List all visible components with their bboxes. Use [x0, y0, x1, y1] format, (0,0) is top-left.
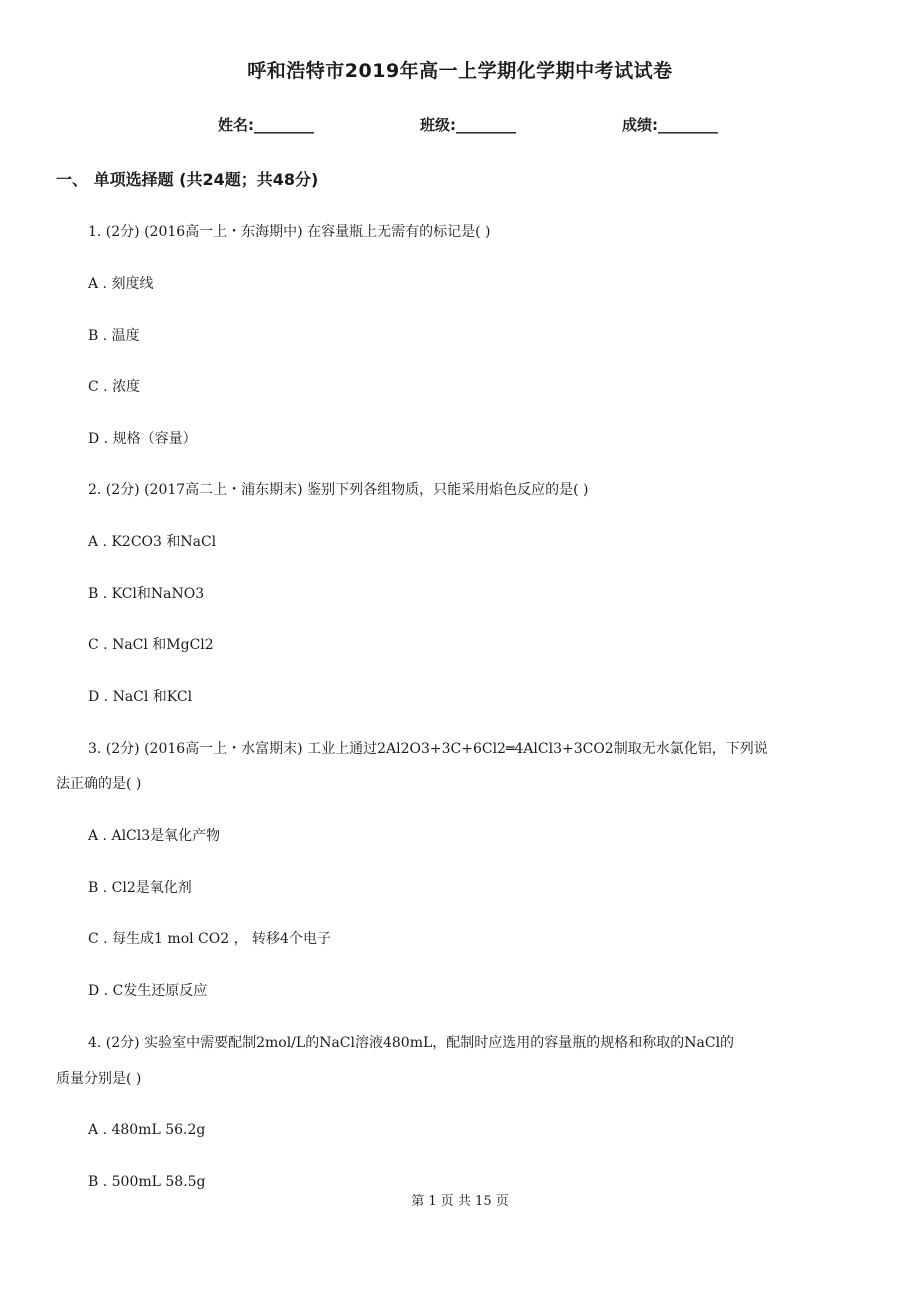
question-3-option-a: A . AlCl3是氧化产物: [88, 828, 221, 844]
question-4-option-b: B . 500mL 58.5g: [88, 1174, 206, 1190]
question-3-stem-continued: 法正确的是( ): [56, 776, 142, 792]
exam-title: 呼和浩特市2019年高一上学期化学期中考试试卷: [247, 60, 673, 82]
question-1-option-c: C . 浓度: [88, 379, 141, 395]
question-3-stem: 3. (2分) (2016高一上・水富期末) 工业上通过2Al2O3+3C+6Cl2═4AlCl3+3CO2制取无水氯化铝，下列说: [88, 741, 768, 757]
question-2-option-b: B . KCl和NaNO3: [88, 586, 205, 602]
question-4-stem: 4. (2分) 实验室中需要配制2mol/L的NaCl溶液480mL，配制时应选用的容量瓶的规格和称取的NaCl的: [88, 1035, 735, 1051]
question-1-stem: 1. (2分) (2016高一上・东海期中) 在容量瓶上无需有的标记是( ): [88, 224, 491, 240]
question-3-option-d: D . C发生还原反应: [88, 983, 208, 999]
question-4-option-a: A . 480mL 56.2g: [88, 1122, 206, 1138]
section-heading: 一、 单项选择题 (共24题；共48分): [56, 170, 319, 189]
score-field-label: 成绩:________: [622, 116, 718, 134]
question-2-option-a: A . K2CO3 和NaCl: [88, 534, 217, 550]
question-3-option-b: B . Cl2是氧化剂: [88, 880, 192, 896]
question-2-option-d: D . NaCl 和KCl: [88, 689, 193, 705]
question-1-option-b: B . 温度: [88, 328, 140, 344]
class-field-label: 班级:________: [420, 116, 516, 134]
question-2-stem: 2. (2分) (2017高二上・浦东期末) 鉴别下列各组物质，只能采用焰色反应的是( ): [88, 482, 589, 498]
question-1-option-d: D . 规格（容量）: [88, 431, 197, 447]
question-2-option-c: C . NaCl 和MgCl2: [88, 637, 214, 653]
name-field-label: 姓名:________: [218, 116, 314, 134]
page-footer: 第 1 页 共 15 页: [411, 1194, 509, 1209]
question-3-option-c: C . 每生成1 mol CO2 ， 转移4个电子: [88, 931, 331, 947]
question-4-stem-continued: 质量分别是( ): [56, 1071, 142, 1087]
question-1-option-a: A . 刻度线: [88, 276, 154, 292]
